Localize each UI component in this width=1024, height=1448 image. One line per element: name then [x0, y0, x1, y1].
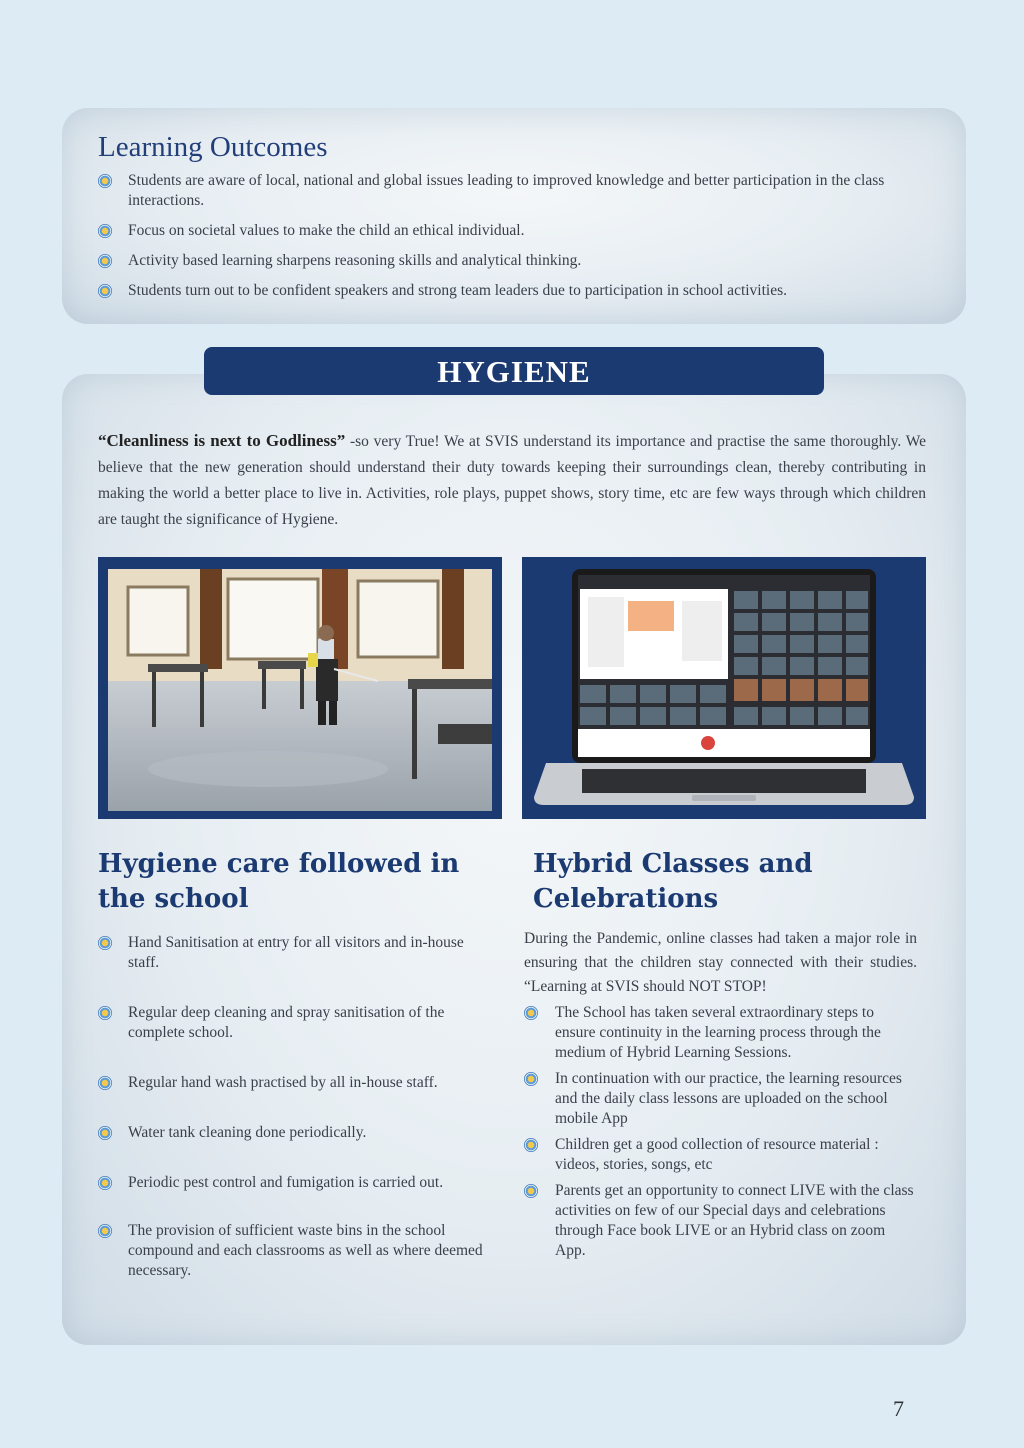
list-item [98, 1073, 498, 1093]
list-item-text: Students turn out to be confident speakers and strong team leaders due to participation in school activities. [128, 282, 788, 299]
list-item-text: Students are aware of local, national and global issues leading to improved knowledge and better participation in the class interactions. [128, 172, 885, 209]
laptop-illustration [522, 557, 926, 819]
list-item [524, 1135, 914, 1175]
list-item [98, 171, 938, 211]
list-item [98, 281, 938, 301]
bullet-icon [98, 1126, 112, 1140]
bullet-icon [524, 1138, 538, 1152]
list-item-text: Focus on societal values to make the child an ethical individual. [128, 222, 525, 239]
learning-outcomes-list [98, 171, 938, 311]
list-item-text: The School has taken several extraordinary steps to ensure continuity in the learning process through the medium of Hybrid Learning Sessions. [555, 1004, 881, 1061]
list-item-text: Activity based learning sharpens reasoning skills and analytical thinking. [128, 252, 582, 269]
classroom-sanitisation-photo [98, 557, 502, 819]
bullet-icon [524, 1072, 538, 1086]
bullet-icon [98, 1006, 112, 1020]
list-item-text: Regular deep cleaning and spray sanitisation of the complete school. [128, 1004, 445, 1041]
hygiene-banner: HYGIENE [204, 347, 824, 395]
bullet-icon [98, 284, 112, 298]
list-item-text: Hand Sanitisation at entry for all visitors and in-house staff. [128, 934, 464, 971]
hygiene-care-list [98, 933, 498, 1281]
list-item-text: Children get a good collection of resource material : videos, stories, songs, etc [555, 1136, 879, 1173]
bullet-icon [98, 1176, 112, 1190]
hybrid-intro: During the Pandemic, online classes had taken a major role in ensuring that the children stay connected with their studies. “Learning at SVIS should NOT STOP! [524, 930, 917, 995]
classroom-photo-illustration [108, 569, 492, 811]
list-item-text: In continuation with our practice, the learning resources and the daily class lessons are uploaded on the school mobile App [555, 1070, 902, 1127]
hygiene-intro [98, 428, 926, 533]
list-item [98, 221, 938, 241]
bullet-icon [98, 174, 112, 188]
bullet-icon [98, 224, 112, 238]
page-number: 7 [893, 1396, 904, 1421]
list-item [98, 1123, 498, 1143]
list-item-text: Regular hand wash practised by all in-house staff. [128, 1074, 438, 1091]
list-item [524, 1069, 914, 1129]
list-item [524, 1003, 914, 1063]
learning-outcomes-title: Learning Outcomes [98, 131, 328, 163]
bullet-icon [98, 1224, 112, 1238]
bullet-icon [98, 936, 112, 950]
bullet-icon [524, 1006, 538, 1020]
bullet-icon [98, 1076, 112, 1090]
list-item [98, 1003, 498, 1043]
list-item [98, 933, 498, 973]
list-item-text: The provision of sufficient waste bins in the school compound and each classrooms as well as where deemed necessary. [128, 1222, 483, 1279]
list-item-text: Parents get an opportunity to connect LIVE with the class activities on few of our Special days and celebrations through Face book LIVE or an Hybrid class on zoom App. [555, 1182, 914, 1259]
bullet-icon [98, 254, 112, 268]
bullet-icon [524, 1184, 538, 1198]
laptop-hybrid-class-photo [522, 557, 926, 819]
list-item [98, 1221, 498, 1281]
list-item-text: Periodic pest control and fumigation is carried out. [128, 1174, 444, 1191]
hygiene-quote: “Cleanliness is next to Godliness” [98, 431, 346, 450]
list-item [524, 1181, 914, 1261]
hybrid-classes-list [524, 1003, 914, 1267]
hygiene-care-title: Hygiene care followed in the school [98, 849, 460, 914]
list-item [98, 1173, 498, 1193]
hygiene-intro-text: -so very True! We at SVIS understand its importance and practise the same thoroughly. We believe that the new generation should understand their duty towards keeping their surroundings clean, thereby contributing in making the world a better place to live in. Activities, role plays, puppet shows, story time, etc are few ways through which children are taught the significance of Hygiene. [98, 433, 926, 528]
hybrid-classes-title: Hybrid Classes and Celebrations [533, 849, 813, 914]
list-item [98, 251, 938, 271]
list-item-text: Water tank cleaning done periodically. [128, 1124, 367, 1141]
